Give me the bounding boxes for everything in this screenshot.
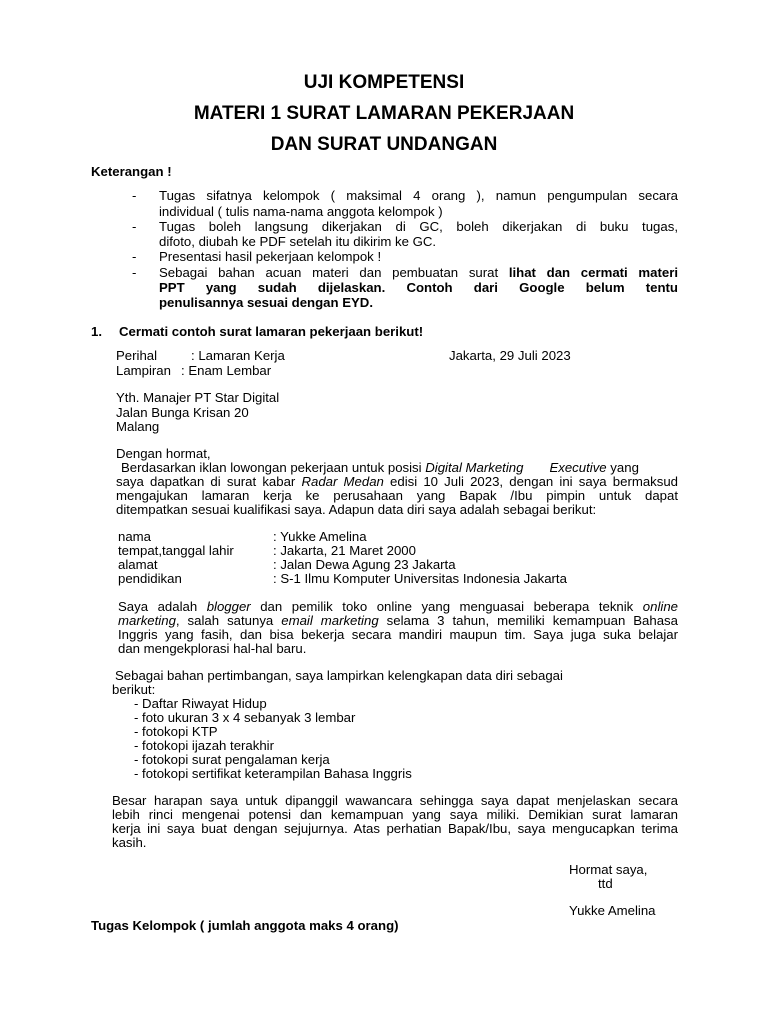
bullet-dash: - <box>132 265 137 280</box>
p2-line4: dan mengekplorasi hal-hal baru. <box>118 641 307 656</box>
p1-line2 <box>116 474 678 489</box>
p3-line2: berikut: <box>112 682 156 697</box>
perihal-label: Perihal <box>116 348 158 363</box>
p2-line3: Inggris yang fasih, dan bisa bekerja secara mandiri maupun tim. Saya juga suka belajar <box>118 627 678 642</box>
p1-italic-digital-marketing: Digital Marketing <box>425 460 524 475</box>
p2-l2-text-b: , salah satunya <box>175 613 282 628</box>
field-value-pendidikan: : S-1 Ilmu Komputer Universitas Indonesia Jakarta <box>273 571 567 586</box>
field-label-ttl: tempat,tanggal lahir <box>118 543 234 558</box>
perihal-value: : Lamaran Kerja <box>191 348 285 363</box>
p4-line2: lebih rinci mengenai potensi dan kemampuan yang saya miliki. Demikian surat lamaran <box>112 807 678 822</box>
question-text: Cermati contoh surat lamaran pekerjaan berikut! <box>119 324 424 339</box>
attachment-item: - foto ukuran 3 x 4 sebanyak 3 lembar <box>134 710 356 725</box>
keterangan-item4-normal: Sebagai bahan acuan materi dan pembuatan surat <box>159 265 509 280</box>
keterangan-item2-line1: Tugas boleh langsung dikerjakan di GC, boleh dikerjakan di buku tugas, <box>159 219 678 234</box>
doc-title-line1: UJI KOMPETENSI <box>303 72 465 93</box>
greeting: Dengan hormat, <box>116 446 211 461</box>
keterangan-item4-line1 <box>159 265 678 280</box>
signature-ttd: ttd <box>598 876 613 891</box>
attachment-item: - fotokopi ijazah terakhir <box>134 738 275 753</box>
doc-title-line3: DAN SURAT UNDANGAN <box>270 134 498 155</box>
field-label-pendidikan: pendidikan <box>118 571 182 586</box>
keterangan-item4-line3: penulisannya sesuai dengan EYD. <box>159 295 373 310</box>
recipient-line2: Jalan Bunga Krisan 20 <box>116 405 249 420</box>
footer-task-note: Tugas Kelompok ( jumlah anggota maks 4 orang) <box>91 918 399 933</box>
p1-l2-text-c: edisi 10 Juli 2023, dengan ini saya bermaksud <box>383 474 679 489</box>
keterangan-item4-bold: lihat dan cermati materi <box>508 265 678 280</box>
p2-italic-online: online <box>642 599 678 614</box>
p1-text-d: yang <box>606 460 639 475</box>
p2-line2 <box>118 613 678 628</box>
lampiran-label: Lampiran <box>116 363 171 378</box>
field-value-ttl: : Jakarta, 21 Maret 2000 <box>273 543 416 558</box>
p4-line4: kasih. <box>112 835 147 850</box>
p2-italic-email-marketing: email marketing <box>281 613 379 628</box>
field-label-alamat: alamat <box>118 557 158 572</box>
letter-date: Jakarta, 29 Juli 2023 <box>449 348 571 363</box>
p4-line3: kerja ini saya buat dengan sejujurnya. Atas perhatian Bapak/Ibu, saya mengucapkan terima <box>112 821 678 836</box>
closing: Hormat saya, <box>569 862 648 877</box>
p1-l2-text-a: saya dapatkan di surat kabar <box>116 474 302 489</box>
p1-text-a: Berdasarkan iklan lowongan pekerjaan untuk posisi <box>121 460 426 475</box>
lampiran-value: : Enam Lembar <box>181 363 272 378</box>
p2-text-c: dan pemilik toko online yang menguasai beberapa teknik <box>250 599 643 614</box>
p1-line3: mengajukan lamaran kerja ke perusahaan yang Bapak /Ibu pimpin untuk dapat <box>116 488 678 503</box>
question-number: 1. <box>91 324 102 339</box>
keterangan-item2-line2: difoto, diubah ke PDF setelah itu dikirim ke GC. <box>159 234 437 249</box>
recipient-line3: Malang <box>116 419 160 434</box>
field-value-nama: : Yukke Amelina <box>273 529 367 544</box>
p3-line1: Sebagai bahan pertimbangan, saya lampirkan kelengkapan data diri sebagai <box>115 668 563 683</box>
p2-italic-marketing: marketing <box>118 613 176 628</box>
keterangan-label: Keterangan ! <box>91 164 172 179</box>
p1-line1 <box>121 460 639 475</box>
field-value-alamat: : Jalan Dewa Agung 23 Jakarta <box>273 557 456 572</box>
p1-l2-italic: Radar Medan <box>301 474 384 489</box>
p2-italic-blogger: blogger <box>206 599 251 614</box>
attachment-item: - fotokopi KTP <box>134 724 218 739</box>
bullet-dash: - <box>132 219 137 234</box>
p1-line4: ditempatkan sesuai kualifikasi saya. Adapun data diri saya adalah sebagai berikut: <box>116 502 597 517</box>
keterangan-item1-line2: individual ( tulis nama-nama anggota kelompok ) <box>159 204 443 219</box>
keterangan-item1-line1: Tugas sifatnya kelompok ( maksimal 4 orang ), namun pengumpulan secara <box>159 188 678 203</box>
p2-line1 <box>118 599 678 614</box>
doc-title-line2: MATERI 1 SURAT LAMARAN PEKERJAAN <box>193 103 575 124</box>
attachment-item: - fotokopi sertifikat keterampilan Bahasa Inggris <box>134 766 412 781</box>
recipient-line1: Yth. Manajer PT Star Digital <box>116 390 280 405</box>
bullet-dash: - <box>132 249 137 264</box>
p2-text-a: Saya adalah <box>118 599 207 614</box>
p2-l2-text-d: selama 3 tahun, memiliki kemampuan Bahasa <box>378 613 678 628</box>
field-label-nama: nama <box>118 529 151 544</box>
signer-name: Yukke Amelina <box>569 903 656 918</box>
keterangan-item4-line2: PPT yang sudah dijelaskan. Contoh dari Google belum tentu <box>159 280 678 295</box>
keterangan-item3: Presentasi hasil pekerjaan kelompok ! <box>159 249 382 264</box>
attachment-item: - Daftar Riwayat Hidup <box>134 696 267 711</box>
p4-line1: Besar harapan saya untuk dipanggil wawancara sehingga saya dapat menjelaskan secara <box>112 793 678 808</box>
bullet-dash: - <box>132 188 137 203</box>
attachment-item: - fotokopi surat pengalaman kerja <box>134 752 330 767</box>
p1-italic-executive: Executive <box>549 460 607 475</box>
